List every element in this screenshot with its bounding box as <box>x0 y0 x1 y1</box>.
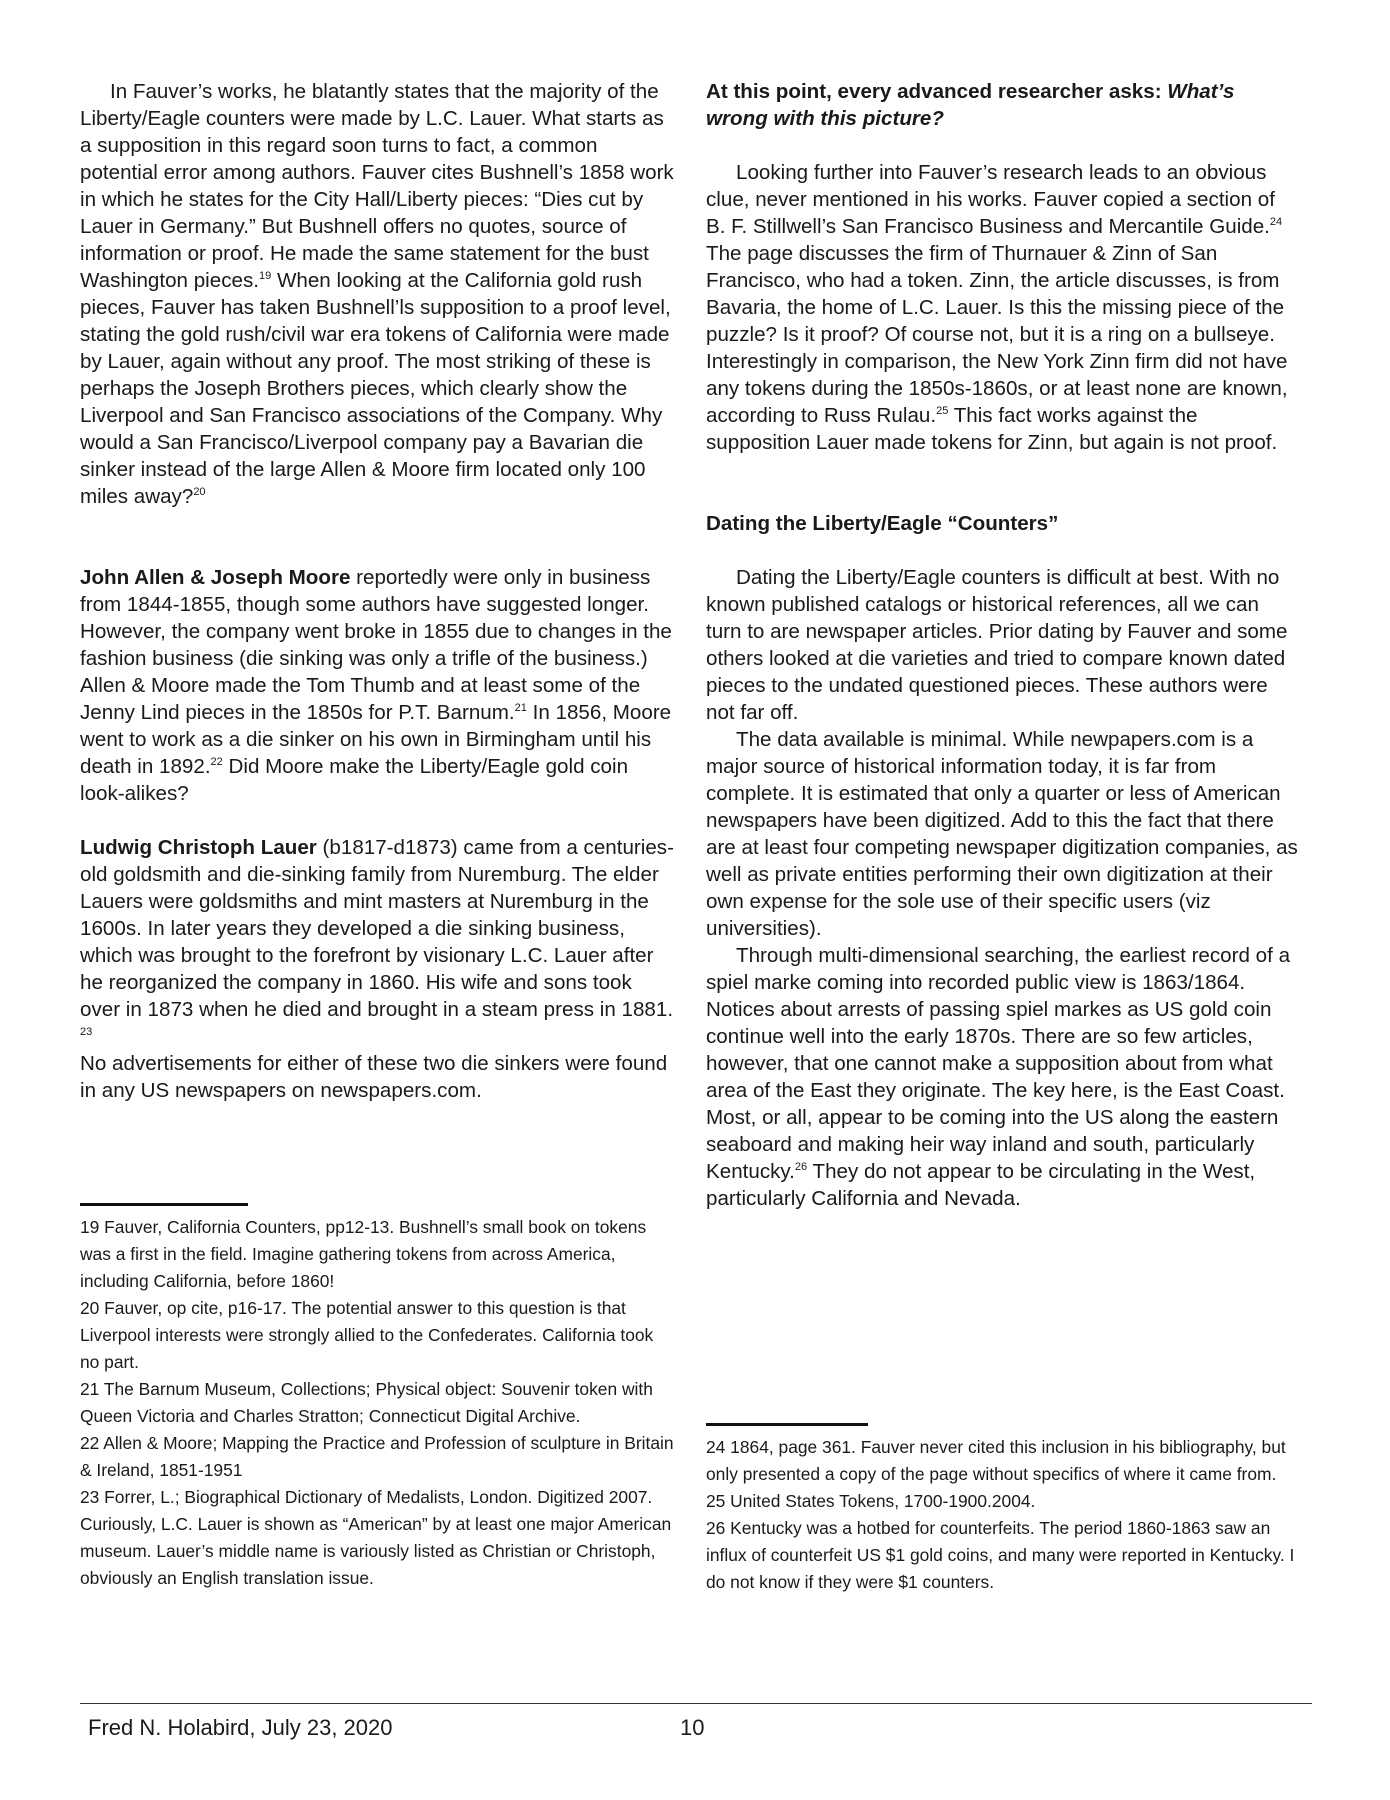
footnote-ref: 19 <box>258 270 272 282</box>
name-lauer: Ludwig Christoph Lauer <box>80 836 317 859</box>
footnote-19: 19 Fauver, California Counters, pp12-13. Bushnell’s small book on tokens was a first in the field. Imagine gathering tokens from across America, including California, before 1860! <box>80 1217 647 1291</box>
footnote-divider <box>80 1203 248 1206</box>
left-column <box>80 78 674 1104</box>
section-heading: Dating the Liberty/Eagle “Counters” <box>706 512 1059 535</box>
paragraph-searching: Through multi-dimensional searching, the earliest record of a spiel marke coming into recorded public view is 1863/1864. Notices about arrests of passing spiel markes as US gold coin continue well into the early 1870s. There are so few articles, however, that one cannot make a supposition about from what area of the East they originate. The key here, is the East Coast. Most, or all, appear to be coming into the US along the eastern seaboard and making heir way inland and south, particularly Kentucky.$^{26}$ They do not appear to be circulating in the West, particularly California and Nevada. <box>706 944 1291 1210</box>
lead-question: At this point, every advanced researcher asks: What’s wrong with this picture? <box>706 80 1235 130</box>
footnote-23: 23 Forrer, L.; Biographical Dictionary of Medalists, London. Digitized 2007. Curiously, L.C. Lauer is shown as “American” by at least one major American museum. Lauer’s middle name is variously listed as Christian or Christoph, obviously an English translation issue. <box>80 1487 672 1588</box>
name-allen-moore: John Allen & Joseph Moore <box>80 566 351 589</box>
footnote-ref: 25 <box>936 405 949 417</box>
paragraph-allen-moore: John Allen & Joseph Moore reportedly were only in business from 1844-1855, though some authors have suggested longer. However, the company went broke in 1855 due to changes in the fashion business (die sinking was only a trifle of the business.) Allen & Moore made the Tom Thumb and at least some of the Jenny Lind pieces in the 1850s for P.T. Barnum.$^{21}$ In 1856, Moore went to work as a die sinker on his own in Birmingham until his death in 1892.22 Did Moore make the Liberty/Eagle gold coin look-alikes? <box>80 566 672 805</box>
paragraph-fauver-works: In Fauver’s works, he blatantly states that the majority of the Liberty/Eagle counters were made by L.C. Lauer. What starts as a supposition in this regard soon turns to fact, a common potential error among authors. Fauver cites Bushnell’s 1858 work in which he states for the City Hall/Liberty pieces: “Dies cut by Lauer in Germany.” But Bushnell offers no quotes, source of information or proof. He made the same statement for the bust Washington pieces.$^{19}$ When looking at the California gold rush pieces, Fauver has taken Bushnell’ls supposition to a proof level, stating the gold rush/civil war era tokens of California were made by Lauer, again without any proof. The most striking of these is perhaps the Joseph Brothers pieces, which clearly show the Liverpool and San Francisco associations of the Company. Why would a San Francisco/Liverpool company pay a Bavarian die sinker instead of the large Allen & Moore firm located only 100 miles away?$^{20}$ <box>80 80 674 508</box>
footnote-25: 25 United States Tokens, 1700-1900.2004. <box>706 1491 1036 1511</box>
footnote-21: 21 The Barnum Museum, Collections; Physical object: Souvenir token with Queen Victoria and Charles Stratton; Connecticut Digital Archive. <box>80 1379 653 1426</box>
footer-divider <box>80 1703 1312 1704</box>
right-column <box>706 78 1300 1212</box>
footer-author: Fred N. Holabird, July 23, 2020 <box>88 1715 393 1740</box>
footnote-ref: 21 <box>514 702 527 714</box>
paragraph-dating: Dating the Liberty/Eagle counters is difficult at best. With no known published catalogs or historical references, all we can turn to are newspaper articles. Prior dating by Fauver and some others looked at die varieties and tried to compare known dated pieces to the undated questioned pieces. These authors were not far off. <box>706 566 1288 724</box>
footnote-ref: 24 <box>1269 216 1283 228</box>
footnotes-left <box>80 1203 674 1592</box>
paragraph-lauer: Ludwig Christoph Lauer (b1817-d1873) came from a centuries-old goldsmith and die-sinking family from Nuremburg. The elder Lauers were goldsmiths and mint masters at Nuremburg in the 1600s. In later years they developed a die sinking business, which was brought to the forefront by visionary L.C. Lauer after he reorganized the company in 1860. His wife and sons took over in 1873 when he died and brought in a steam press in 1881. $^{23}$ <box>80 836 674 1038</box>
page-number: 10 <box>680 1715 705 1740</box>
footnote-22: 22 Allen & Moore; Mapping the Practice and Profession of sculpture in Britain & Ireland, 1851-1951 <box>80 1433 674 1480</box>
footnote-ref: 23 <box>80 1026 93 1038</box>
footnote-ref: 20 <box>193 486 206 498</box>
footnote-ref: 22 <box>210 756 223 768</box>
footnotes-right <box>706 1423 1300 1596</box>
footnote-divider <box>706 1423 868 1426</box>
footnote-20: 20 Fauver, op cite, p16-17. The potential answer to this question is that Liverpool interests were strongly allied to the Confederates. California took no part. <box>80 1298 654 1372</box>
footnote-ref: 26 <box>794 1161 808 1173</box>
paragraph-no-ads: No advertisements for either of these two die sinkers were found in any US newspapers on newspapers.com. <box>80 1052 668 1102</box>
footnote-26: 26 Kentucky was a hotbed for counterfeits. The period 1860-1863 saw an influx of counterfeit US $1 gold coins, and many were reported in Kentucky. I do not know if they were $1 counters. <box>706 1518 1295 1592</box>
paragraph-stillwell: Looking further into Fauver’s research leads to an obvious clue, never mentioned in his works. Fauver copied a section of B. F. Stillwell’s San Francisco Business and Mercantile Guide.$^{24}$ The page discusses the firm of Thurnauer & Zinn of San Francisco, who had a token. Zinn, the article discusses, is from Bavaria, the home of L.C. Lauer. Is this the missing piece of the puzzle? Is it proof? Of course not, but it is a ring on a bullseye. Interestingly in comparison, the New York Zinn firm did not have any tokens during the 1850s-1860s, or at least none are known, according to Russ Rulau.$^{25}$ This fact works against the supposition Lauer made tokens for Zinn, but again is not proof. <box>706 161 1288 454</box>
footnote-24: 24 1864, page 361. Fauver never cited this inclusion in his bibliography, but only presented a copy of the page without specifics of where it came from. <box>706 1437 1286 1484</box>
paragraph-data-minimal: The data available is minimal. While newpapers.com is a major source of historical information today, it is far from complete. It is estimated that only a quarter or less of American newspapers have been digitized. Add to this the fact that there are at least four competing newspaper digitization companies, as well as private entities performing their own digitization at their own expense for the sole use of their specific users (viz universities). <box>706 728 1298 940</box>
